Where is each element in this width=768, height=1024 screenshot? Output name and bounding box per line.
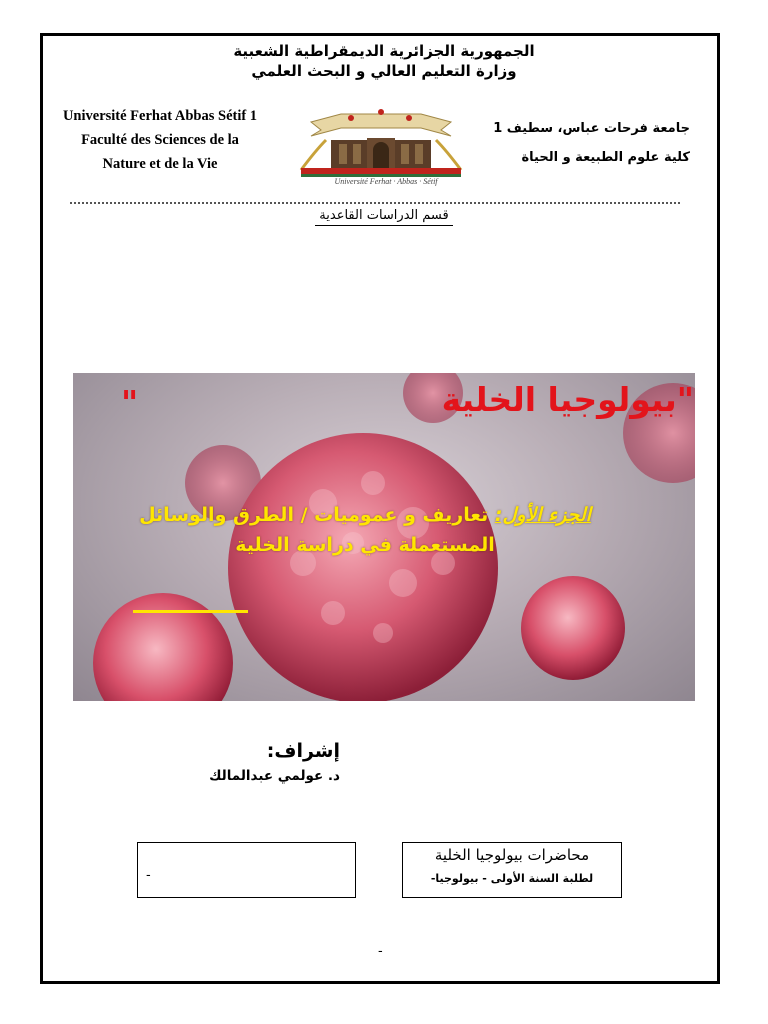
- dotted-separator: [70, 202, 680, 204]
- university-logo: [281, 100, 481, 190]
- french-institution-block: [55, 104, 265, 176]
- logo-caption: Université Ferhat · Abbas · Sétif: [334, 177, 438, 186]
- university-name-ar: جامعة فرحات عباس، سطيف 1: [493, 121, 690, 136]
- supervision-label: إشراف:: [266, 740, 340, 762]
- department-heading: [0, 208, 768, 223]
- course-title: محاضرات بيولوجيا الخلية: [434, 846, 590, 864]
- faculty-name-ar: كلية علوم الطبيعة و الحياة: [521, 150, 690, 165]
- yellow-underline-bar: [133, 610, 248, 613]
- university-name-fr: Université Ferhat Abbas Sétif 1: [62, 108, 258, 124]
- banner-subtitle: [90, 500, 640, 560]
- subtitle-part-label: الجزء الأول:: [494, 504, 591, 526]
- faculty-name-fr-1: Faculté des Sciences de la: [81, 132, 239, 148]
- arabic-institution-block: [485, 114, 690, 172]
- cell-right: [521, 576, 625, 680]
- ministry-header: وزارة التعليم العالي و البحث العلمي: [251, 62, 517, 80]
- course-audience: لطلبة السنة الأولى - بيولوجيا-: [430, 872, 594, 885]
- banner-title-quote: ": [121, 383, 139, 422]
- subtitle-text: تعاريف و عموميات / الطرق والوسائل المستعملة في دراسة الخلية: [139, 504, 495, 556]
- footer-mark: -: [378, 944, 383, 959]
- banner-title: "بيولوجيا الخلية: [441, 380, 694, 419]
- cell-center: [228, 433, 498, 701]
- supervisor-name: د. عولمي عبدالمالك: [209, 768, 340, 784]
- faculty-name-fr-2: Nature et de la Vie: [102, 156, 218, 172]
- left-box-text: -: [146, 868, 151, 883]
- department-name: قسم الدراسات القاعدية: [315, 208, 452, 226]
- left-info-box: [137, 842, 356, 898]
- republic-header: الجمهورية الجزائرية الديمقراطية الشعبية: [233, 42, 535, 60]
